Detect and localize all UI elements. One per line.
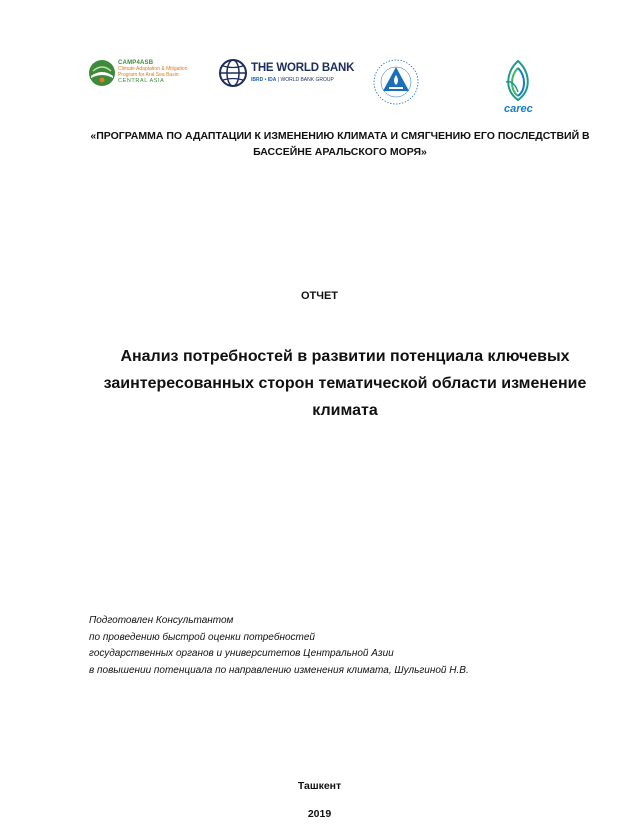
- report-label: ОТЧЕТ: [300, 290, 339, 302]
- camp4asb-line2: Program for Aral Sea Basin: [118, 72, 179, 78]
- prepared-by-block: [89, 613, 609, 679]
- world-bank-sub-right: WORLD BANK GROUP: [280, 77, 334, 83]
- world-bank-logo: [218, 58, 358, 92]
- camp4asb-line3: CENTRAL ASIA: [118, 78, 165, 84]
- city: Ташкент: [297, 780, 342, 792]
- prepared-by-line: в повышении потенциала по направлению изменения климата, Шульгиной Н.В.: [89, 664, 469, 676]
- prepared-by-line: по проведению быстрой оценки потребностей: [89, 631, 315, 643]
- world-bank-sub-left: IBRD • IDA: [251, 77, 277, 83]
- carec-logo: [490, 58, 546, 116]
- report-title: Анализ потребностей в развитии потенциала ключевых заинтересованных сторон тематической области изменение климата: [103, 348, 587, 419]
- carec-wordmark: carec: [504, 103, 533, 115]
- ifas-emblem-icon: [372, 58, 420, 110]
- carec-emblem-icon: [490, 58, 546, 104]
- world-bank-name: THE WORLD BANK: [251, 62, 355, 74]
- prepared-by-line: государственных органов и университетов Центральной Азии: [89, 648, 394, 659]
- camp4asb-logo: [88, 57, 213, 91]
- camp4asb-line1: Climate Adaptation & Mitigation: [118, 66, 188, 72]
- year: 2019: [307, 808, 332, 820]
- world-bank-globe-icon: [218, 58, 248, 88]
- camp4asb-emblem-icon: [88, 59, 116, 87]
- world-bank-subtitle: IBRD • IDA | WORLD BANK GROUP: [251, 77, 334, 83]
- program-title: «ПРОГРАММА ПО АДАПТАЦИИ К ИЗМЕНЕНИЮ КЛИМАТА И СМЯГЧЕНИЮ ЕГО ПОСЛЕДСТВИЙ В БАССЕЙНЕ АРАЛЬСКОГО МОРЯ»: [90, 130, 590, 158]
- prepared-by-line: Подготовлен Консультантом: [89, 615, 234, 626]
- camp4asb-title: CAMP4ASB: [118, 60, 154, 66]
